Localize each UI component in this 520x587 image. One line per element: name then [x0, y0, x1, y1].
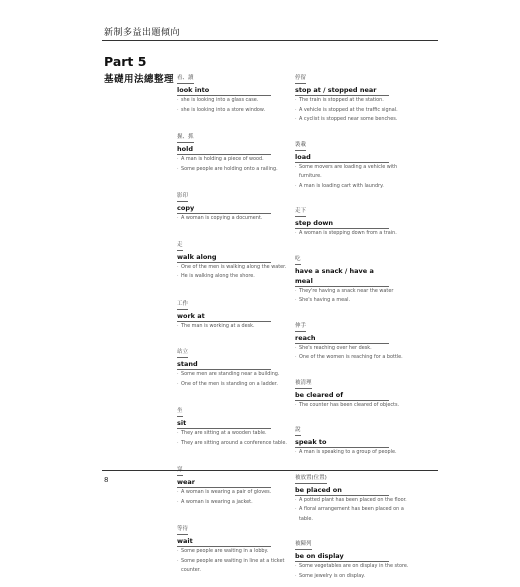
example-sentence [177, 429, 301, 439]
example-text: Some vegetables are on display in the store. [299, 563, 409, 569]
vocab-entry [295, 245, 413, 306]
example-text: A potted plant has been placed on the floor. [299, 496, 407, 503]
example-sentence [177, 263, 301, 273]
vocab-entry [295, 530, 413, 581]
bullet-icon: · [177, 498, 179, 505]
example-text: A woman is stepping down from a train. [299, 230, 397, 236]
left-column [177, 64, 295, 582]
example-text: They are sitting around a conference table. [181, 439, 287, 446]
example-sentence [295, 96, 419, 106]
example-text: A woman is wearing a pair of gloves. [181, 489, 272, 495]
english-term: copy [177, 203, 271, 214]
vocab-entry [295, 64, 413, 125]
page-number: 8 [104, 476, 109, 484]
bullet-icon: · [295, 297, 297, 303]
example-sentence [177, 214, 301, 224]
chinese-meaning: 等待 [177, 526, 188, 535]
bullet-icon: · [177, 97, 179, 103]
bullet-icon: · [177, 156, 179, 162]
vocab-entry [295, 197, 413, 239]
example-sentence [295, 106, 419, 116]
english-term: work at [177, 311, 271, 322]
english-term: wear [177, 477, 271, 488]
english-term: speak to [295, 437, 389, 448]
example-sentence [177, 165, 301, 175]
bullet-icon: · [295, 106, 297, 113]
chinese-meaning: 說 [295, 427, 301, 436]
vocab-entry [177, 64, 295, 115]
english-term: sit [177, 418, 271, 429]
bullet-icon: · [177, 430, 179, 436]
example-sentence [295, 229, 419, 239]
bullet-icon: · [177, 380, 179, 387]
vocab-entry [177, 456, 295, 507]
bullet-icon: · [295, 97, 297, 103]
example-text: Some jewelry is on display. [299, 572, 365, 579]
example-text: A man is speaking to a group of people. [299, 449, 397, 455]
example-text: They're having a snack near the water [299, 287, 394, 294]
vocab-entry [295, 312, 413, 363]
example-sentence [177, 272, 301, 282]
vocab-entry [177, 515, 295, 576]
example-text: Some people are waiting in line at a ticket counter. [181, 557, 285, 573]
english-term: walk along [177, 252, 271, 263]
vocab-entry [295, 369, 413, 411]
chinese-meaning: 吃 [295, 256, 301, 265]
example-text: Some men are standing near a building. [181, 371, 280, 377]
chinese-meaning: 站立 [177, 349, 188, 358]
chinese-meaning: 坐 [177, 408, 183, 417]
example-text: A woman is copying a document. [181, 215, 263, 221]
bullet-icon: · [295, 563, 297, 569]
bullet-icon: · [295, 116, 297, 122]
bullet-icon: · [177, 371, 179, 377]
chinese-meaning: 被清理 [295, 380, 312, 389]
bullet-icon: · [177, 273, 179, 279]
vocab-entry [177, 290, 295, 332]
vocab-entry [295, 131, 413, 192]
example-text: A man is holding a piece of wood. [181, 156, 264, 162]
english-term: have a snack / have a meal [295, 266, 389, 287]
example-text: A floral arrangement has been placed on a table. [299, 506, 404, 522]
header-rule [102, 40, 438, 41]
example-sentence [295, 296, 419, 306]
example-sentence [177, 380, 301, 390]
english-term: reach [295, 333, 389, 344]
example-text: Some people are waiting in a lobby. [181, 548, 269, 554]
bullet-icon: · [295, 230, 297, 236]
bullet-icon: · [295, 163, 297, 170]
example-sentence [177, 155, 301, 165]
chinese-meaning: 伸手 [295, 323, 306, 332]
example-text: The man is working at a desk. [181, 322, 255, 329]
example-sentence [295, 572, 419, 582]
example-text: She's reaching over her desk. [299, 344, 372, 351]
bullet-icon: · [177, 165, 179, 172]
bullet-icon: · [295, 572, 297, 579]
example-sentence [295, 401, 419, 411]
chinese-meaning: 工作 [177, 301, 188, 310]
chinese-meaning: 被陳列 [295, 541, 312, 550]
bullet-icon: · [295, 344, 297, 351]
example-sentence [295, 562, 419, 572]
example-text: The train is stopped at the station. [299, 97, 384, 103]
english-term: stop at / stopped near [295, 85, 389, 96]
english-term: wait [177, 536, 271, 547]
bullet-icon: · [295, 506, 297, 512]
bullet-icon: · [177, 548, 179, 554]
english-term: step down [295, 218, 389, 229]
bullet-icon: · [295, 287, 297, 294]
example-text: The counter has been cleared of objects. [299, 401, 400, 408]
example-text: Some movers are loading a vehicle with furniture. [299, 163, 398, 179]
english-term: be placed on [295, 485, 389, 496]
example-sentence [177, 557, 301, 576]
part-title: Part 5 [104, 54, 147, 69]
bullet-icon: · [177, 489, 179, 495]
example-sentence [295, 496, 419, 506]
bullet-icon: · [177, 322, 179, 329]
english-term: hold [177, 144, 271, 155]
english-term: load [295, 152, 389, 163]
example-sentence [295, 344, 419, 354]
vocab-entry [295, 416, 413, 458]
example-sentence [177, 322, 301, 332]
example-text: She's having a meal. [299, 297, 351, 303]
chinese-meaning: 走 [177, 242, 183, 251]
example-text: He is walking along the shore. [181, 273, 255, 279]
example-text: A woman is wearing a jacket. [181, 498, 253, 505]
bullet-icon: · [295, 354, 297, 360]
example-text: A vehicle is stopped at the traffic signal. [299, 106, 398, 113]
chinese-meaning: 走下 [295, 208, 306, 217]
bullet-icon: · [177, 215, 179, 221]
example-text: One of the men is walking along the water. [181, 263, 287, 270]
example-text: One of the women is reaching for a bottle. [299, 354, 403, 360]
bullet-icon: · [295, 496, 297, 503]
example-text: A man is loading cart with laundry. [299, 182, 384, 189]
example-text: she is looking into a store window. [181, 106, 266, 113]
example-sentence [177, 439, 301, 449]
example-sentence [295, 182, 419, 192]
vocab-entry [177, 338, 295, 389]
chinese-meaning: 穿 [177, 467, 183, 476]
example-sentence [177, 547, 301, 557]
english-term: be cleared of [295, 390, 389, 401]
example-text: Some people are holding onto a railing. [181, 165, 278, 172]
chinese-meaning: 停留 [295, 75, 306, 84]
part-subtitle: 基礎用法總整理 [104, 74, 175, 85]
vocab-entry [295, 464, 413, 525]
vocab-entry [177, 231, 295, 282]
vocab-entry [177, 123, 295, 174]
english-term: be on display [295, 551, 389, 562]
right-column [295, 64, 413, 587]
english-term: look into [177, 85, 271, 96]
example-sentence [177, 96, 301, 106]
vocab-entry [177, 397, 295, 448]
example-sentence [295, 353, 419, 363]
bullet-icon: · [177, 263, 179, 270]
bullet-icon: · [177, 439, 179, 446]
example-sentence [177, 106, 301, 116]
bullet-icon: · [177, 106, 179, 113]
example-text: They are sitting at a wooden table. [181, 430, 267, 436]
chinese-meaning: 看、讀 [177, 75, 194, 84]
bullet-icon: · [295, 401, 297, 408]
example-sentence [295, 287, 419, 297]
chinese-meaning: 握、抓 [177, 134, 194, 143]
vocab-entry [177, 182, 295, 224]
bullet-icon: · [295, 449, 297, 455]
chinese-meaning: 影印 [177, 193, 188, 202]
example-text: One of the men is standing on a ladder. [181, 380, 278, 387]
chinese-meaning: 裝載 [295, 142, 306, 151]
example-sentence [295, 448, 419, 458]
bullet-icon: · [177, 557, 179, 564]
example-text: A cyclist is stopped near some benches. [299, 116, 398, 122]
example-sentence [177, 498, 301, 508]
example-sentence [295, 115, 419, 125]
example-sentence [177, 370, 301, 380]
example-sentence [295, 163, 419, 182]
example-text: she is looking into a glass case. [181, 97, 259, 103]
example-sentence [295, 505, 419, 524]
chinese-meaning: 被放置(位置) [295, 475, 327, 484]
header-title: 新制多益出題傾向 [104, 28, 181, 38]
example-sentence [177, 488, 301, 498]
bullet-icon: · [295, 182, 297, 189]
footer-rule [102, 470, 438, 471]
english-term: stand [177, 359, 271, 370]
